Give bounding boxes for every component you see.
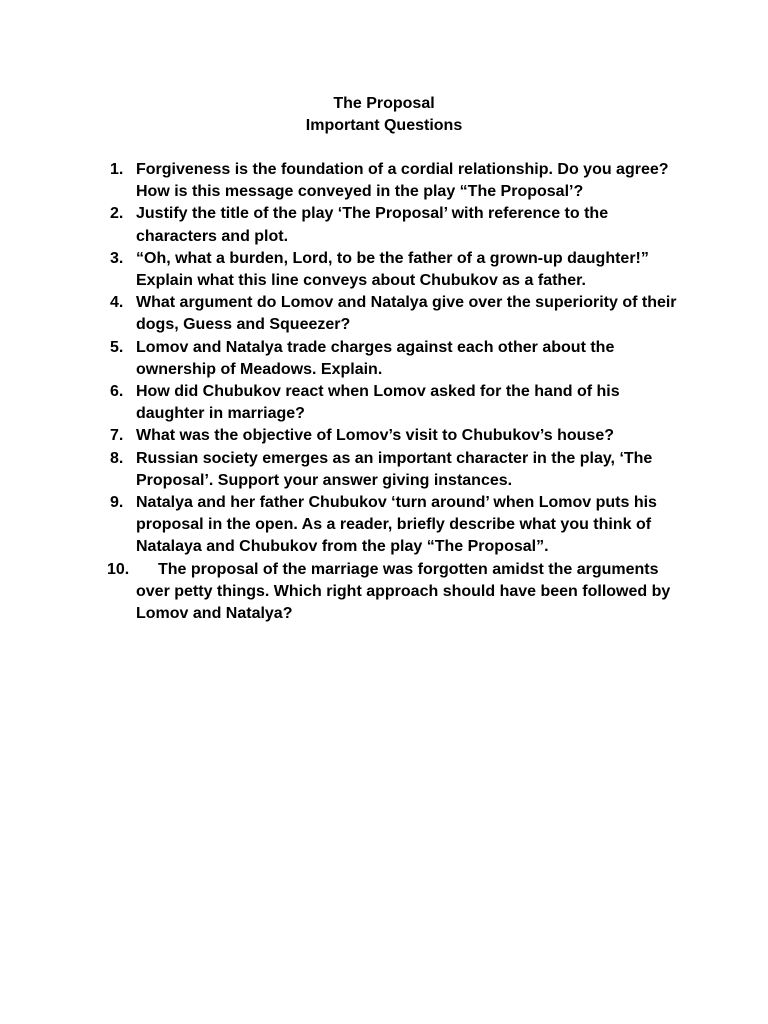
question-item-8 [110, 448, 680, 492]
question-text: “Oh, what a burden, Lord, to be the father of a grown-up daughter!” Explain what this line conveys about Chubukov as a father. [136, 249, 649, 290]
question-item-6 [110, 381, 680, 425]
question-text: Natalya and her father Chubukov ‘turn around’ when Lomov puts his proposal in the open. As a reader, briefly describe what you think of Natalaya and Chubukov from the play “The Proposal”. [136, 494, 657, 556]
question-item-7 [110, 425, 680, 447]
question-number: 2. [110, 205, 124, 223]
question-number: 6. [110, 383, 124, 401]
questions-list [107, 159, 680, 625]
question-item-1 [110, 159, 680, 203]
question-text: What was the objective of Lomov’s visit to Chubukov’s house? [136, 427, 614, 445]
question-item-4 [110, 292, 680, 336]
question-item-2 [110, 203, 680, 247]
question-item-9 [110, 492, 680, 559]
question-number: 4. [110, 294, 124, 312]
question-number: 5. [110, 338, 124, 356]
question-text: The proposal of the marriage was forgotten amidst the arguments over petty things. Which right approach should have been followed by Lomov and Natalya? [136, 560, 671, 623]
document-title: The Proposal [333, 95, 435, 112]
question-number: 3. [110, 249, 124, 267]
question-text: What argument do Lomov and Natalya give over the superiority of their dogs, Guess and Squeezer? [136, 294, 677, 334]
question-text: Russian society emerges as an important character in the play, ‘The Proposal’. Support your answer giving instances. [136, 449, 653, 489]
question-item-3 [110, 248, 680, 292]
question-number: 7. [110, 427, 124, 445]
question-number: 10. [107, 560, 130, 578]
question-text: Justify the title of the play ‘The Proposal’ with reference to the characters and plot. [136, 205, 609, 245]
question-number: 9. [110, 494, 124, 512]
question-text: Forgiveness is the foundation of a cordial relationship. Do you agree? How is this message conveyed in the play “The Proposal’? [136, 161, 669, 201]
question-text: How did Chubukov react when Lomov asked for the hand of his daughter in marriage? [136, 383, 620, 423]
question-item-5 [110, 337, 680, 381]
document-header [0, 93, 768, 137]
question-number: 1. [110, 161, 124, 178]
question-number: 8. [110, 449, 124, 467]
question-item-10 [107, 559, 680, 626]
question-text: Lomov and Natalya trade charges against each other about the ownership of Meadows. Explain. [136, 338, 615, 378]
document-subtitle: Important Questions [305, 117, 463, 134]
